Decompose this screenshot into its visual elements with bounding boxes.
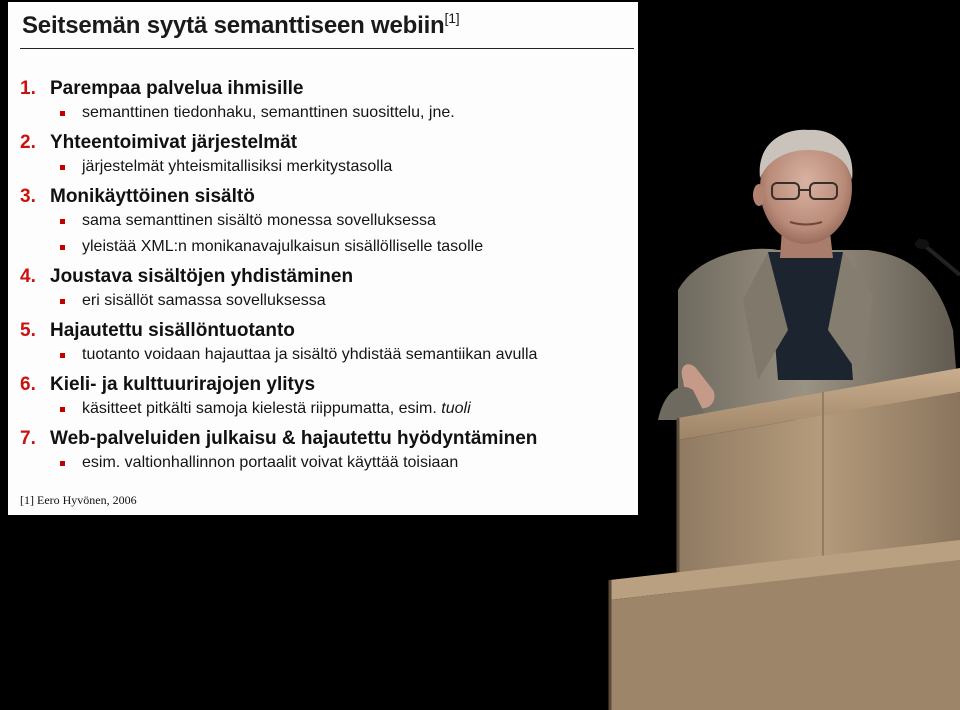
- sub-point-text: yleistää XML:n monikanavajulkaisun sisällölliselle tasolle: [82, 238, 484, 255]
- square-bullet-icon: [60, 165, 65, 170]
- item-heading-row: [20, 131, 632, 154]
- item-heading: Web-palveluiden julkaisu & hajautettu hyödyntäminen: [50, 428, 538, 449]
- sub-point: [20, 100, 632, 126]
- item-heading-row: [20, 185, 632, 208]
- slide-title-reference: [1]: [444, 10, 460, 26]
- slide-title-text: Seitsemän syytä semanttiseen webiin: [22, 12, 445, 39]
- sub-point: [20, 450, 632, 476]
- item-heading: Monikäyttöinen sisältö: [50, 186, 255, 207]
- sub-point-text: [82, 400, 471, 417]
- item-number: 7.: [20, 428, 36, 449]
- item-heading: Yhteentoimivat järjestelmät: [50, 132, 298, 153]
- sub-point: [20, 234, 632, 260]
- square-bullet-icon: [60, 299, 65, 304]
- sub-point-text: järjestelmät yhteismitallisiksi merkitystasolla: [82, 158, 393, 175]
- sub-point: [20, 396, 632, 422]
- square-bullet-icon: [60, 353, 65, 358]
- item-heading-row: [20, 77, 632, 100]
- list-item: [20, 373, 632, 422]
- item-number: 3.: [20, 186, 36, 207]
- square-bullet-icon: [60, 219, 65, 224]
- microphone-icon: [915, 239, 929, 249]
- sub-point-text: semanttinen tiedonhaku, semanttinen suosittelu, jne.: [82, 104, 455, 121]
- sub-point-text: sama semanttinen sisältö monessa sovelluksessa: [82, 212, 436, 229]
- sub-point: [20, 342, 632, 368]
- list-item: [20, 319, 632, 368]
- item-heading-row: [20, 427, 632, 450]
- item-number: 2.: [20, 132, 36, 153]
- footnote: [1] Eero Hyvönen, 2006: [20, 493, 137, 507]
- item-number: 6.: [20, 374, 36, 395]
- item-number: 1.: [20, 78, 36, 99]
- item-heading-row: [20, 373, 632, 396]
- item-number: 5.: [20, 320, 36, 341]
- list-item: [20, 77, 632, 126]
- square-bullet-icon: [60, 461, 65, 466]
- item-heading-row: [20, 319, 632, 342]
- title-divider: [20, 48, 634, 49]
- list-item: [20, 131, 632, 180]
- podium-base: [600, 520, 960, 710]
- item-heading: Joustava sisältöjen yhdistäminen: [50, 266, 354, 287]
- list-item: [20, 185, 632, 260]
- item-number: 4.: [20, 266, 36, 287]
- sub-point: [20, 288, 632, 314]
- item-heading: Parempaa palvelua ihmisille: [50, 78, 304, 99]
- square-bullet-icon: [60, 111, 65, 116]
- item-heading: Kieli- ja kulttuurirajojen ylitys: [50, 374, 316, 395]
- item-heading-row: [20, 265, 632, 288]
- sub-point: [20, 154, 632, 180]
- list-item: [20, 265, 632, 314]
- sub-point-main: käsitteet pitkälti samoja kielestä riippumatta, esim.: [82, 400, 437, 417]
- sub-point: [20, 208, 632, 234]
- list-item: [20, 427, 632, 476]
- ear: [753, 184, 765, 206]
- sub-point-text: tuotanto voidaan hajauttaa ja sisältö yhdistää semantiikan avulla: [82, 346, 538, 363]
- slide-title: [22, 10, 460, 40]
- square-bullet-icon: [60, 245, 65, 250]
- sub-point-text: esim. valtionhallinnon portaalit voivat käyttää toisiaan: [82, 454, 459, 471]
- presentation-slide: [8, 2, 638, 515]
- reason-list: [20, 77, 632, 476]
- sub-point-text: eri sisällöt samassa sovelluksessa: [82, 292, 326, 309]
- item-heading: Hajautettu sisällöntuotanto: [50, 320, 295, 341]
- sub-point-example: tuoli: [441, 400, 471, 417]
- square-bullet-icon: [60, 407, 65, 412]
